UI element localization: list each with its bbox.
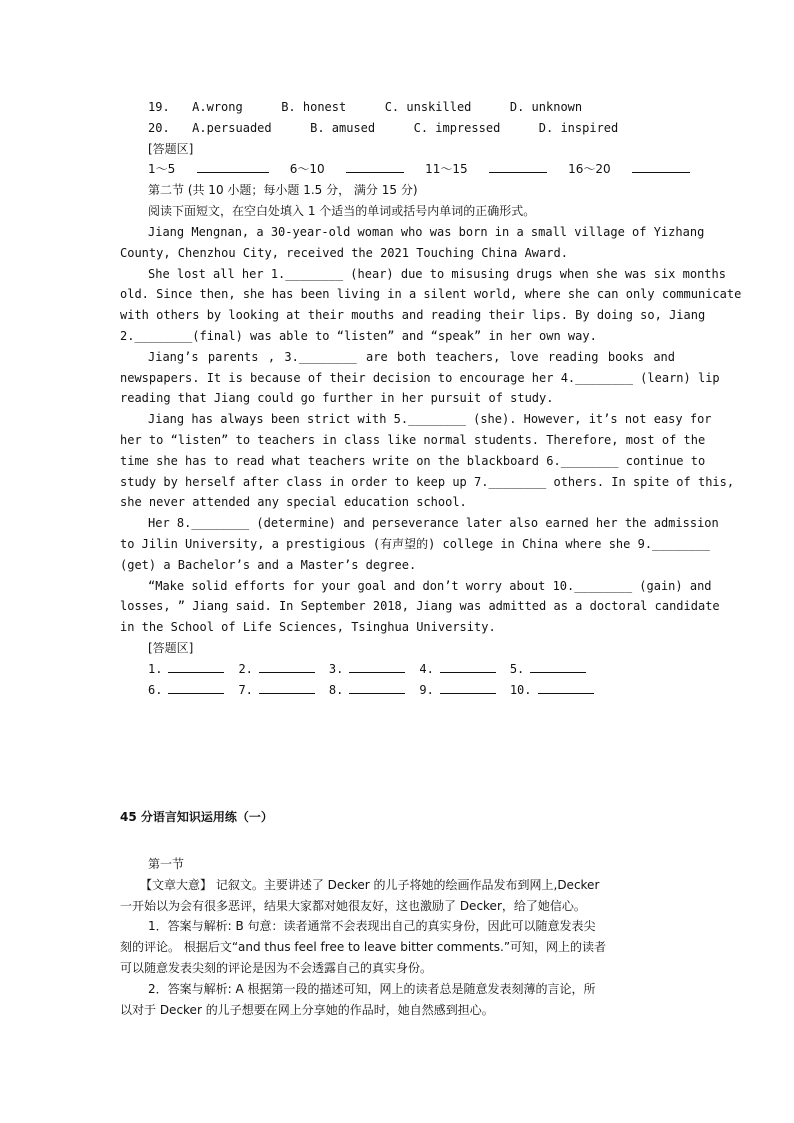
solution-title: 45 分语言知识运用练（一） (120, 810, 273, 824)
passage-line: Jiang’s parents , 3.________ are both teachers, love reading books and (148, 349, 675, 364)
section2-heading: 第二节 (共 10 小题；每小题 1.5 分， 满分 15 分) (148, 183, 418, 198)
solution-lines (120, 875, 675, 1021)
answer-number: 8. (328, 682, 344, 697)
answer-blank[interactable] (489, 159, 547, 173)
solution-line: 可以随意发表尖刻的评论是因为不会透露自己的真实身份。 (120, 960, 433, 975)
option-a: A.wrong (192, 100, 243, 114)
section1-heading: 第一节 (148, 857, 185, 871)
question-number: 20. (148, 120, 170, 135)
answer-number: 6. (148, 682, 163, 697)
answer-row-1 (120, 659, 675, 680)
section2-instruction: 阅读下面短文，在空白处填入 1 个适当的单词或括号内单词的正确形式。 (148, 203, 536, 218)
answer-blank[interactable] (632, 159, 690, 173)
solution-line: 一开始以为会有很多恶评，结果大家都对她很友好，这也激励了 Decker，给了她信心。 (120, 898, 586, 913)
answer-number: 7. (238, 682, 253, 697)
passage-line: with others by looking at their mouths and reading their lips. By doing so, Jiang (120, 308, 706, 323)
answer-blank[interactable] (530, 659, 586, 673)
solution-line: 2．答案与解析: A 根据第一段的描述可知，网上的读者总是随意发表刻薄的言论，所 (148, 981, 596, 996)
answer-number: 9. (419, 682, 434, 697)
answer-blank[interactable] (197, 159, 269, 173)
answer-blank[interactable] (259, 659, 315, 673)
answer-blank[interactable] (346, 159, 404, 173)
passage-line: study by herself after class in order to keep up 7.________ others. In spite of this, (120, 474, 735, 489)
passage-line: newspapers. It is because of their decision to encourage her 4.________ (learn) lip (120, 370, 720, 385)
passage-line: reading that Jiang could go further in her pursuit of study. (120, 391, 554, 406)
question-20 (120, 118, 675, 139)
option-c: C. unskilled (384, 100, 472, 114)
solution-line: 刻的评论。 根据后文“and thus feel free to leave bitter comments.”可知，网上的读者 (120, 940, 607, 955)
option-b: B. amused (310, 120, 376, 135)
answer-blank[interactable] (440, 659, 496, 673)
solution-block (120, 854, 675, 1020)
question-options-block (120, 97, 675, 222)
answer-area-2 (120, 638, 675, 700)
answer-range-row (120, 159, 675, 180)
passage-line: in the School of Life Sciences, Tsinghua University. (120, 620, 496, 635)
passage-line: 2.________(final) was able to “listen” and “speak” in her own way. (120, 328, 597, 343)
answer-number: 2. (238, 661, 253, 676)
answer-blank[interactable] (349, 680, 405, 694)
solution-line: 1．答案与解析: B 句意：读者通常不会表现出自己的真实身份，因此可以随意发表尖 (148, 919, 596, 934)
answer-blank[interactable] (168, 659, 224, 673)
range-label: 1～5 (148, 162, 176, 177)
passage-line: old. Since then, she has been living in a silent world, where she can only communicate (120, 287, 742, 302)
answer-blank[interactable] (440, 680, 496, 694)
question-number: 19. (148, 100, 170, 114)
option-d: D. inspired (538, 120, 619, 135)
passage-line: Jiang Mengnan, a 30-year-old woman who was born in a small village of Yizhang (148, 225, 705, 239)
passage-line: Jiang has always been strict with 5.________ (she). However, it’s not easy for (148, 412, 712, 427)
answer-area-label: [答题区] (148, 641, 194, 655)
range-label: 16～20 (568, 162, 611, 177)
passage-line: (get) a Bachelor’s and a Master’s degree. (120, 557, 417, 572)
question-19 (120, 97, 675, 118)
answer-number: 1. (148, 661, 163, 676)
passage-line: to Jilin University, a prestigious (有声望的) college in China where she 9.________ (120, 536, 710, 551)
answer-row-2 (120, 680, 675, 701)
option-d: D. unknown (509, 100, 583, 114)
solution-line: 【文章大意】 记叙文。主要讲述了 Decker 的儿子将她的绘画作品发布到网上,Decker (140, 877, 600, 892)
answer-number: 4. (419, 661, 434, 676)
answer-number: 10. (509, 682, 532, 697)
range-label: 6～10 (289, 162, 325, 177)
answer-blank[interactable] (349, 659, 405, 673)
answer-blank[interactable] (259, 680, 315, 694)
option-c: C. impressed (413, 120, 501, 135)
passage-line: she never attended any special education school. (120, 495, 467, 510)
answer-area-label: [答题区] (148, 141, 194, 156)
answer-number: 5. (509, 661, 525, 676)
passage-line: time she has to read what teachers write on the blackboard 6.________ continue to (120, 453, 706, 468)
solution-line: 以对于 Decker 的儿子想要在网上分享她的作品时，她自然感到担心。 (120, 1002, 494, 1017)
passage-line: losses, ” Jiang said. In September 2018, Jiang was admitted as a doctoral candidate (120, 599, 720, 614)
passage-line: Her 8.________ (determine) and perseverance later also earned her the admission (148, 516, 719, 531)
option-b: B. honest (281, 100, 347, 114)
passage-line: She lost all her 1.________ (hear) due to misusing drugs when she was six months (148, 266, 726, 281)
passage-line: her to “listen” to teachers in class like normal students. Therefore, most of the (120, 432, 706, 447)
answer-blank[interactable] (168, 680, 224, 694)
passage-line: “Make solid efforts for your goal and don’t worry about 10.________ (gain) and (148, 578, 712, 593)
passage (120, 222, 742, 638)
range-label: 11～15 (425, 162, 468, 177)
answer-number: 3. (328, 661, 344, 676)
answer-blank[interactable] (538, 680, 594, 694)
option-a: A.persuaded (192, 120, 272, 135)
passage-line: County, Chenzhou City, received the 2021 Touching China Award. (120, 245, 568, 260)
